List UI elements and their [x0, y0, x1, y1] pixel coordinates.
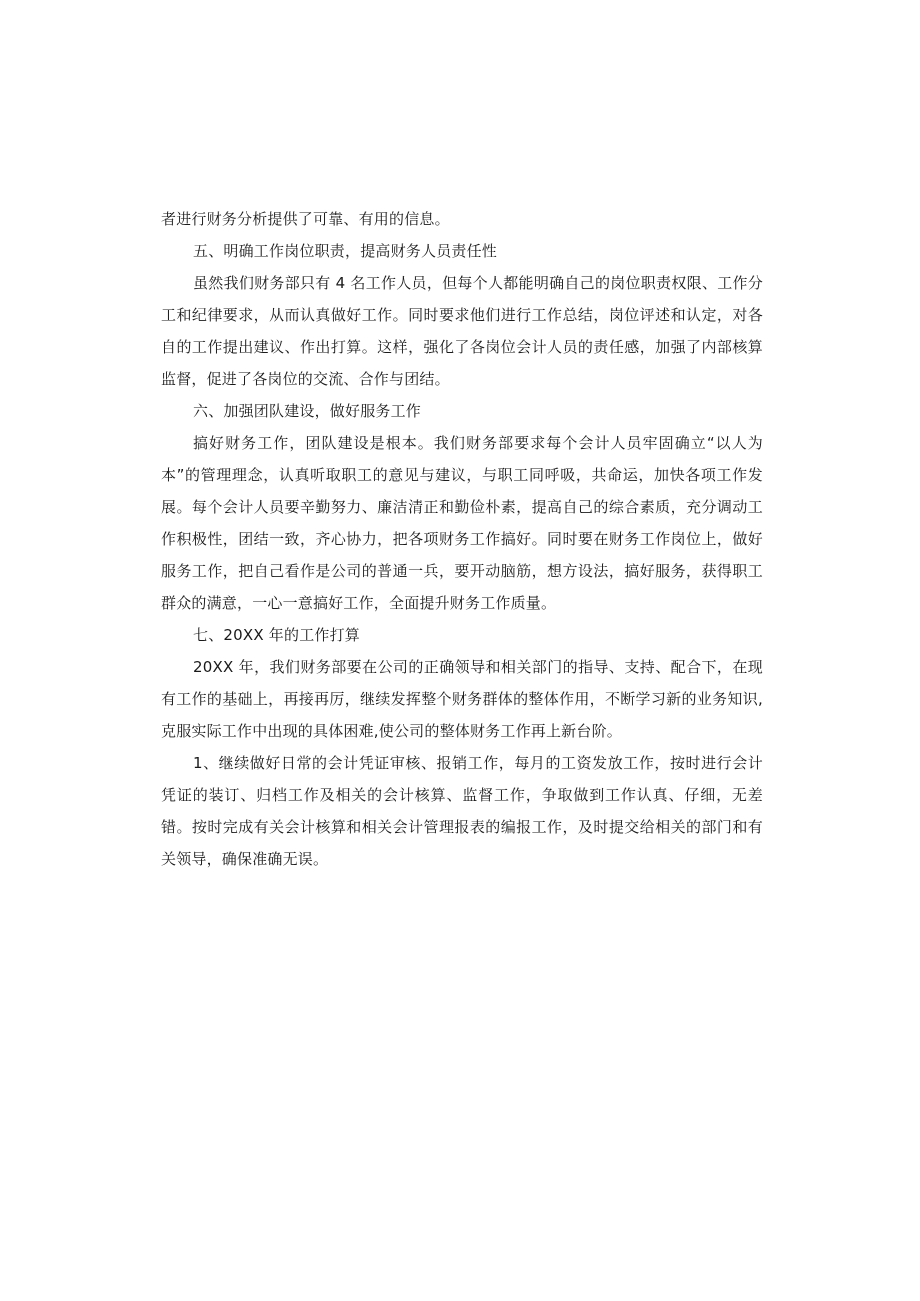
section-heading-5: 五、明确工作岗位职责，提高财务人员责任性 [193, 242, 498, 260]
paragraph-job-responsibilities: 虽然我们财务部只有 4 名工作人员，但每个人都能明确自己的岗位职责权限、工作分工和纪律要求，从而认真做好工作。同时要求他们进行工作总结，岗位评述和认定，对各自的工作提出建议、作出打算。这样，强化了各岗位会计人员的责任感，加强了内部核算监督，促进了各岗位的交流、合作与团结。 [161, 274, 763, 388]
section-heading-7: 七、20XX 年的工作打算 [193, 626, 361, 644]
paragraph-team-building: 搞好财务工作，团队建设是根本。我们财务部要求每个会计人员牢固确立“以人为本”的管理理念，认真听取职工的意见与建议，与职工同呼吸，共命运，加快各项工作发展。每个会计人员要辛勤努力、廉洁清正和勤俭朴素，提高自己的综合素质，充分调动工作积极性，团结一致，齐心协力，把各项财务工作搞好。同时要在财务工作岗位上，做好服务工作，把自己看作是公司的普通一兵，要开动脑筋，想方设法，搞好服务，获得职工群众的满意，一心一意搞好工作，全面提升财务工作质量。 [161, 434, 763, 612]
section-heading-6: 六、加强团队建设，做好服务工作 [193, 402, 422, 420]
document-body [161, 203, 763, 875]
paragraph-work-plan: 20XX 年，我们财务部要在公司的正确领导和相关部门的指导、支持、配合下，在现有工作的基础上，再接再厉，继续发挥整个财务群体的整体作用，不断学习新的业务知识,克服实际工作中出现的具体困难,使公司的整体财务工作再上新台阶。 [161, 658, 763, 740]
paragraph-continuation: 者进行财务分析提供了可靠、有用的信息。 [161, 210, 450, 228]
paragraph-plan-item-1: 1、继续做好日常的会计凭证审核、报销工作，每月的工资发放工作，按时进行会计凭证的装订、归档工作及相关的会计核算、监督工作，争取做到工作认真、仔细，无差错。按时完成有关会计核算和相关会计管理报表的编报工作，及时提交给相关的部门和有关领导，确保准确无误。 [161, 754, 763, 868]
